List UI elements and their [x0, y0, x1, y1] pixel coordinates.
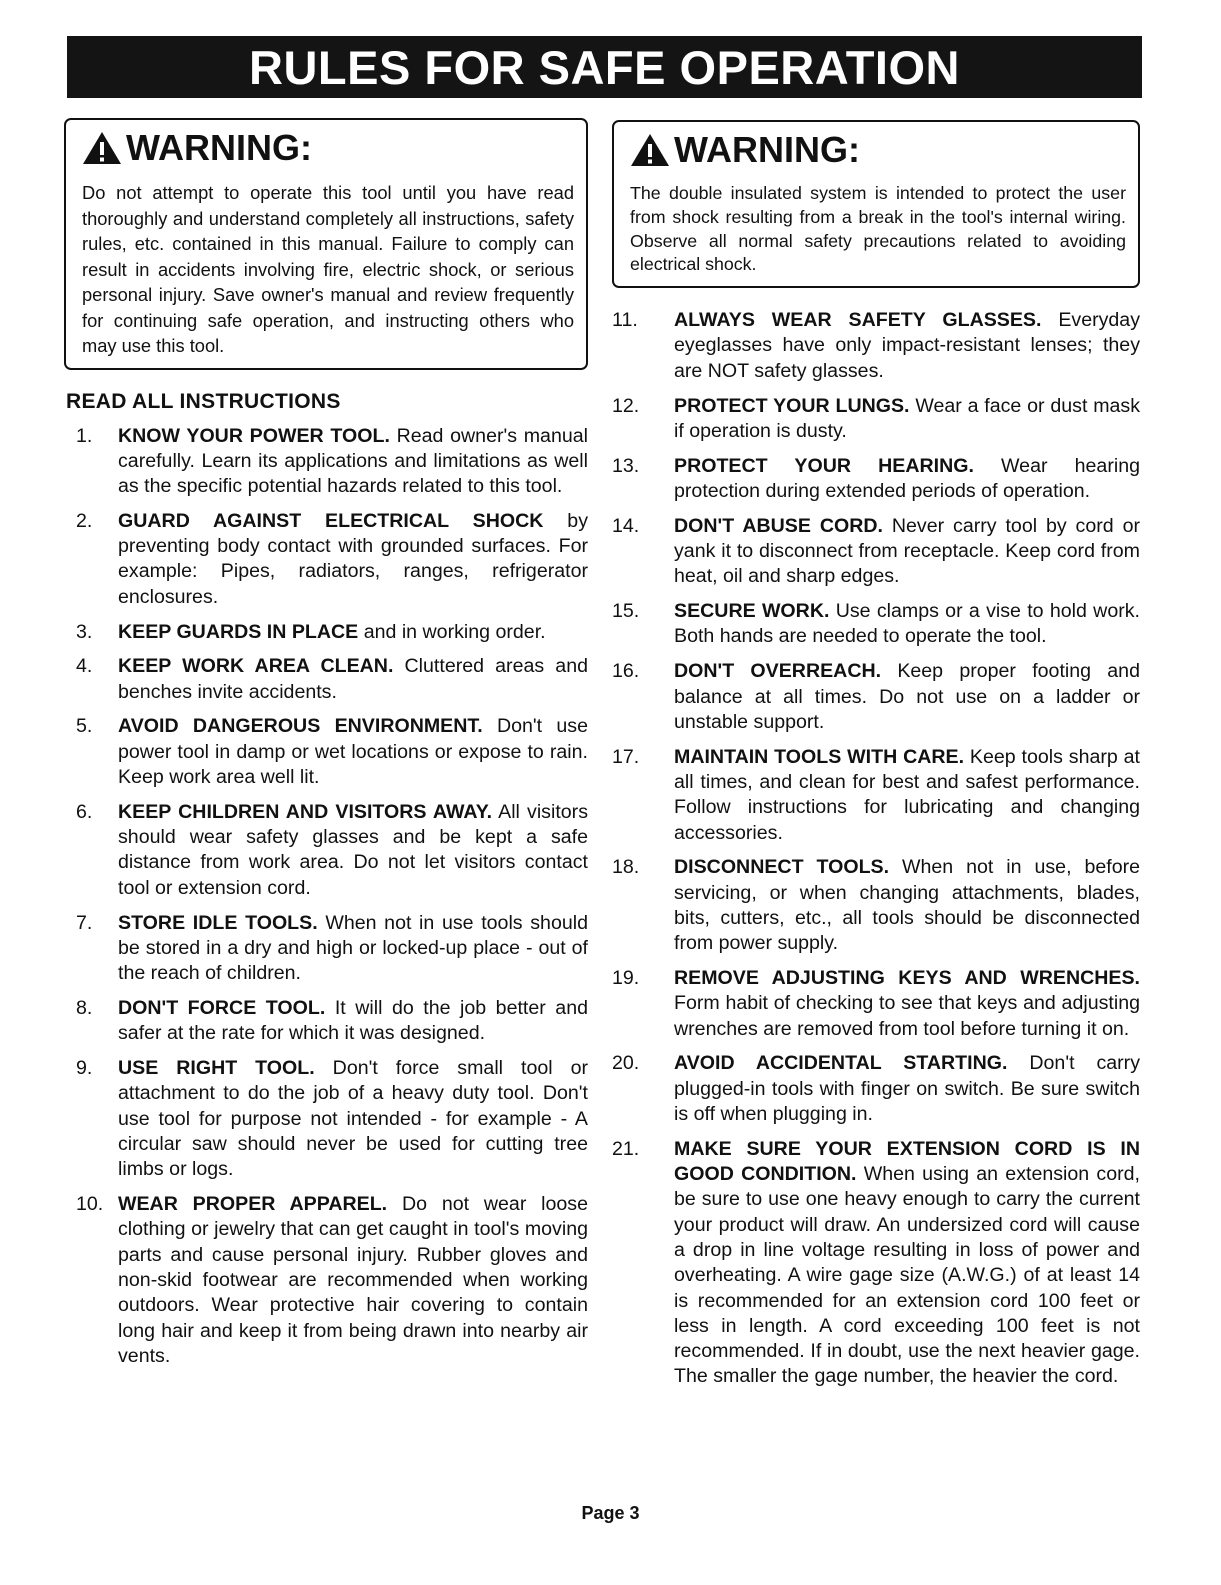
- rule-number: 3.: [76, 620, 93, 643]
- rule-item: [64, 1192, 588, 1369]
- warning-heading-right: [630, 130, 1126, 170]
- rule-number: 8.: [76, 996, 93, 1019]
- rule-number: 13.: [612, 454, 640, 477]
- left-column: [64, 118, 588, 1379]
- rule-body: [674, 308, 1140, 384]
- rule-item: [612, 599, 1140, 650]
- rule-number: 10.: [76, 1193, 104, 1216]
- rule-number: 15.: [612, 600, 640, 623]
- rule-item: [612, 514, 1140, 590]
- rule-text: When using an extension cord, be sure to use one heavy enough to carry the current your product will draw. An undersized cord will cause a drop in line voltage resulting in loss of power and overheating. A wire gage size (A.W.G.) of at least 14 is recommended for an extension cord 100 feet or less in length. A cord exceeding 100 feet is not recommended. If in doubt, use the next heavier gage. The smaller the gage number, the heavier the cord.: [674, 1163, 1140, 1388]
- rule-body: [674, 394, 1140, 445]
- warning-text-left: Do not attempt to operate this tool until you have read thoroughly and understand completely all instructions, safety rules, etc. contained in this manual. Failure to comply can result in accidents involving fire, electric shock, or serious personal injury. Save owner's manual and review frequently for continuing safe operation, and instructing others who may use this tool.: [82, 182, 574, 356]
- rule-text: Cluttered areas and benches invite accidents.: [118, 655, 588, 703]
- page-number: Page 3: [581, 1503, 640, 1523]
- rule-item: [612, 454, 1140, 505]
- rule-body: [674, 745, 1140, 846]
- rule-lead: WEAR PROPER APPAREL.: [118, 1193, 388, 1216]
- rule-body: [118, 1192, 588, 1369]
- rule-text: Do not wear loose clothing or jewelry that can get caught in tool's moving parts and cause personal injury. Rubber gloves and non-skid footwear are recommended when working outdoors. Wear protective hair covering to contain long hair and keep it from being drawn into nearby air vents.: [118, 1193, 589, 1367]
- rule-number: 7.: [76, 911, 93, 934]
- rule-lead: SECURE WORK.: [674, 600, 830, 623]
- rule-lead: PROTECT YOUR LUNGS.: [674, 394, 910, 417]
- rule-number: 14.: [612, 514, 640, 537]
- rule-text: Never carry tool by cord or yank it to disconnect from receptacle. Keep cord from heat, oil and sharp edges.: [674, 514, 1140, 588]
- rule-text: Keep proper footing and balance at all times. Do not use on a ladder or unstable support.: [674, 660, 1140, 733]
- rule-text: Don't carry plugged-in tools with finger on switch. Be sure switch is off when plugging in.: [674, 1052, 1140, 1125]
- rule-text: Keep tools sharp at all times, and clean for best and safest performance. Follow instructions for lubricating and changing accessories.: [674, 745, 1141, 844]
- rules-list-right: [612, 308, 1140, 1390]
- rule-lead: USE RIGHT TOOL.: [118, 1057, 315, 1080]
- rule-body: [674, 1051, 1140, 1127]
- rule-number: 19.: [612, 967, 640, 990]
- rule-number: 5.: [76, 715, 93, 738]
- rule-item: [64, 714, 588, 790]
- rule-text: When not in use, before servicing, or when changing attachments, blades, bits, cutters, etc., all tools should be disconnected from power supply.: [674, 856, 1141, 955]
- rule-number: 16.: [612, 660, 640, 683]
- rule-item: [612, 855, 1140, 956]
- warning-heading-text: WARNING:: [126, 127, 312, 168]
- rule-number: 4.: [76, 655, 93, 678]
- rule-text: It will do the job better and safer at the rate for which it was designed.: [118, 996, 588, 1045]
- rule-item: [64, 509, 588, 610]
- rule-lead: ALWAYS WEAR SAFETY GLASSES.: [674, 309, 1042, 332]
- rule-body: [118, 800, 588, 901]
- warning-box-right: [612, 120, 1140, 288]
- rule-item: [612, 966, 1140, 1042]
- rule-text: and in working order.: [358, 620, 546, 643]
- rule-body: [118, 424, 588, 500]
- right-column: [612, 120, 1140, 1399]
- rule-lead: AVOID DANGEROUS ENVIRONMENT.: [118, 715, 483, 738]
- rule-number: 6.: [76, 800, 93, 823]
- rule-item: [612, 745, 1140, 846]
- rule-body: [118, 620, 588, 645]
- rule-number: 9.: [76, 1057, 93, 1080]
- rule-text: by preventing body contact with grounded surfaces. For example: Pipes, radiators, ranges, refrigerator enclosures.: [118, 509, 588, 608]
- warning-text-right: The double insulated system is intended to protect the user from shock resulting from a break in the tool's internal wiring. Observe all normal safety precautions related to avoiding electrical shock.: [630, 183, 1126, 275]
- rule-item: [612, 659, 1140, 735]
- rule-body: [118, 996, 588, 1047]
- rule-item: [64, 800, 588, 901]
- rule-item: [64, 911, 588, 987]
- warning-heading-left: [82, 128, 574, 168]
- rule-lead: PROTECT YOUR HEARING.: [674, 454, 974, 477]
- rule-number: 21.: [612, 1137, 640, 1160]
- rule-number: 1.: [76, 424, 93, 447]
- rule-text: Read owner's manual carefully. Learn its applications and limitations as well as the specific potential hazards related to this tool.: [118, 424, 588, 498]
- rule-item: [612, 1137, 1140, 1390]
- section-title: READ ALL INSTRUCTIONS: [66, 389, 341, 413]
- rule-text: Don't force small tool or attachment to do the job of a heavy duty tool. Don't use tool for purpose not intended - for example - A circular saw should never be used for cutting tree limbs or logs.: [118, 1057, 588, 1181]
- warning-box-left: [64, 118, 588, 370]
- rule-number: 12.: [612, 394, 640, 417]
- warning-heading-text: WARNING:: [674, 129, 860, 170]
- rule-body: [674, 599, 1140, 650]
- rule-item: [64, 1056, 588, 1182]
- rule-text: Wear a face or dust mask if operation is dusty.: [674, 394, 1141, 442]
- warning-triangle-icon: [82, 131, 122, 165]
- rule-text: Use clamps or a vise to hold work. Both hands are needed to operate the tool.: [674, 600, 1140, 648]
- rule-item: [612, 308, 1140, 384]
- rule-lead: AVOID ACCIDENTAL STARTING.: [674, 1052, 1008, 1075]
- rule-body: [118, 509, 588, 610]
- rule-lead: KEEP WORK AREA CLEAN.: [118, 655, 394, 678]
- rule-body: [674, 966, 1140, 1042]
- rule-text: Form habit of checking to see that keys and adjusting wrenches are removed from tool before turning it on.: [674, 992, 1140, 1040]
- rule-text: Everyday eyeglasses have only impact-resistant lenses; they are NOT safety glasses.: [674, 309, 1141, 382]
- rule-number: 17.: [612, 745, 640, 768]
- rule-item: [64, 654, 588, 705]
- rule-text: Wear hearing protection during extended periods of operation.: [674, 454, 1140, 502]
- rule-body: [674, 514, 1140, 590]
- rule-lead: GUARD AGAINST ELECTRICAL SHOCK: [118, 509, 544, 532]
- rule-text: All visitors should wear safety glasses and be kept a safe distance from work area. Do not let visitors contact tool or extension cord.: [118, 800, 588, 899]
- rule-lead: REMOVE ADJUSTING KEYS AND WRENCHES.: [674, 967, 1140, 990]
- rule-number: 11.: [612, 309, 638, 332]
- rule-body: [674, 1137, 1140, 1390]
- rule-item: [64, 996, 588, 1047]
- rule-lead: DON'T FORCE TOOL.: [118, 996, 326, 1019]
- rule-text: When not in use tools should be stored in a dry and high or locked-up place - out of the reach of children.: [118, 911, 588, 985]
- warning-triangle-icon: [630, 133, 670, 167]
- rule-lead: KNOW YOUR POWER TOOL.: [118, 424, 390, 447]
- rule-item: [64, 424, 588, 500]
- rule-number: 20.: [612, 1052, 640, 1075]
- rule-lead: MAKE SURE YOUR EXTENSION CORD IS IN GOOD CONDITION.: [674, 1137, 1140, 1186]
- rule-number: 18.: [612, 856, 640, 879]
- rule-body: [118, 654, 588, 705]
- rule-lead: DISCONNECT TOOLS.: [674, 856, 890, 879]
- rule-lead: DON'T ABUSE CORD.: [674, 514, 883, 537]
- rule-item: [64, 620, 588, 645]
- rules-list-left: [64, 424, 588, 1370]
- rule-body: [118, 1056, 588, 1182]
- rule-lead: STORE IDLE TOOLS.: [118, 911, 318, 934]
- rule-body: [118, 911, 588, 987]
- rule-lead: KEEP CHILDREN AND VISITORS AWAY.: [118, 800, 493, 823]
- rule-item: [612, 394, 1140, 445]
- rule-text: Don't use power tool in damp or wet locations or expose to rain. Keep work area well lit.: [118, 715, 588, 789]
- page-banner: RULES FOR SAFE OPERATION: [67, 36, 1142, 98]
- rule-body: [674, 454, 1140, 505]
- rule-lead: DON'T OVERREACH.: [674, 660, 882, 683]
- rule-body: [118, 714, 588, 790]
- rule-body: [674, 855, 1140, 956]
- rule-number: 2.: [76, 509, 93, 532]
- rule-lead: MAINTAIN TOOLS WITH CARE.: [674, 745, 965, 768]
- rule-item: [612, 1051, 1140, 1127]
- rule-body: [674, 659, 1140, 735]
- rule-lead: KEEP GUARDS IN PLACE: [118, 620, 359, 643]
